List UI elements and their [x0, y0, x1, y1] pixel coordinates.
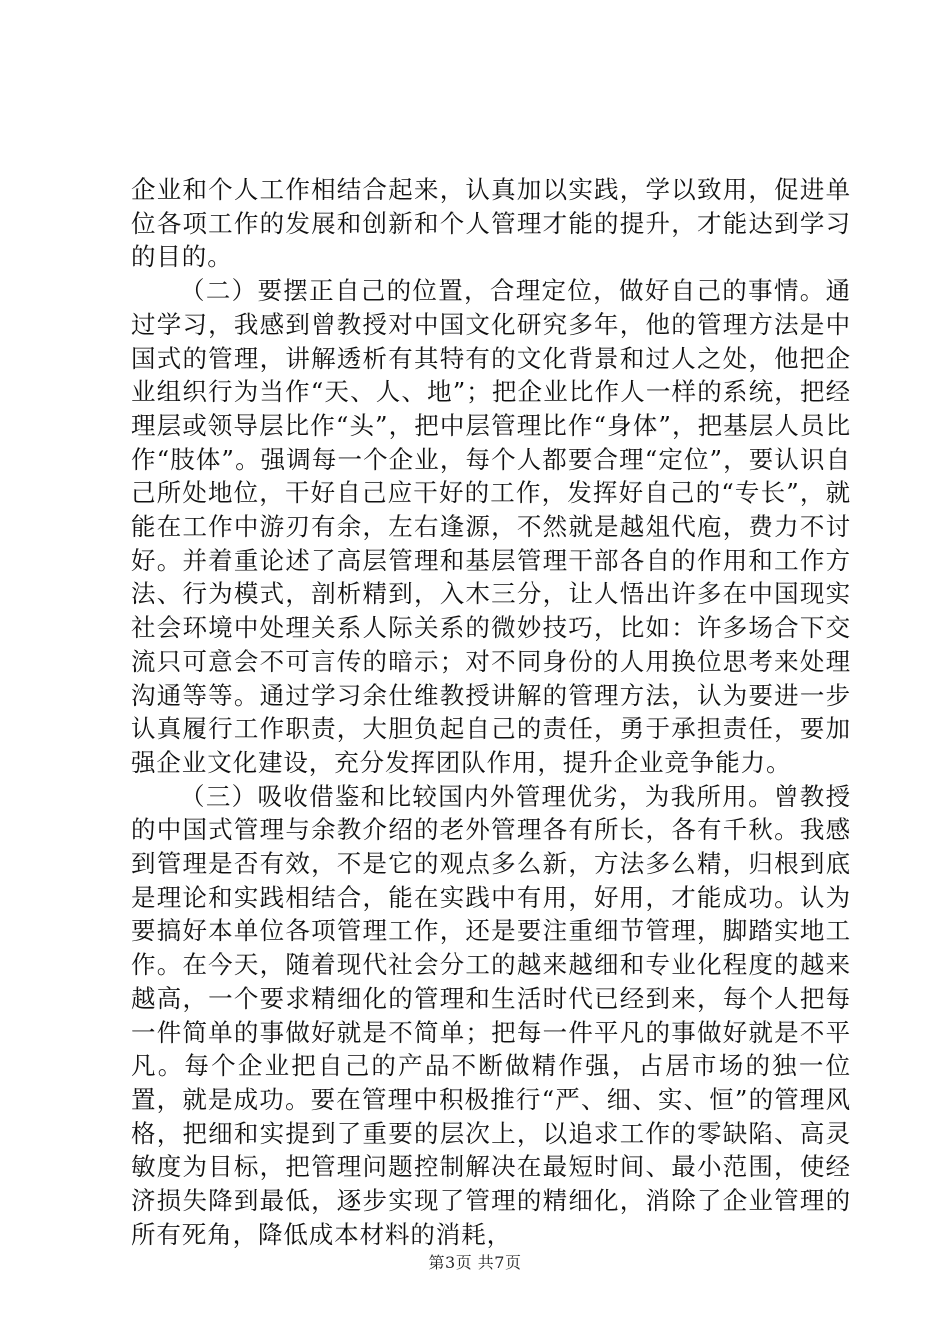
document-body [131, 173, 851, 1252]
paragraph-2: （二）要摆正自己的位置，合理定位，做好自己的事情。通过学习，我感到曾教授对中国文化研究多年，他的管理方法是中国式的管理，讲解透析有其特有的文化背景和过人之处，他把企业组织行为当作“天、人、地”；把企业比作人一样的系统，把经理层或领导层比作“头”，把中层管理比作“身体”，把基层人员比作“肢体”。强调每一个企业，每个人都要合理“定位”，要认识自己所处地位，干好自己应干好的工作，发挥好自己的“专长”，就能在工作中游刃有余，左右逢源，不然就是越俎代庖，费力不讨好。并着重论述了高层管理和基层管理干部各自的作用和工作方法、行为模式，剖析精到，入木三分，让人悟出许多在中国现实社会环境中处理关系人际关系的微妙技巧，比如：许多场合下交流只可意会不可言传的暗示；对不同身份的人用换位思考来处理沟通等等。通过学习余仕维教授讲解的管理方法，认为要进一步认真履行工作职责，大胆负起自己的责任，勇于承担责任，要加强企业文化建设，充分发挥团队作用，提升企业竞争能力。 [131, 276, 851, 777]
page-footer: 第3页 共7页 [428, 1253, 522, 1272]
paragraph-3: （三）吸收借鉴和比较国内外管理优劣，为我所用。曾教授的中国式管理与余教介绍的老外管理各有所长，各有千秋。我感到管理是否有效，不是它的观点多么新，方法多么精，归根到底是理论和实践相结合，能在实践中有用，好用，才能成功。认为要搞好本单位各项管理工作，还是要注重细节管理，脚踏实地工作。在今天，随着现代社会分工的越来越细和专业化程度的越来越高，一个要求精细化的管理和生活时代已经到来，每个人把每一件简单的事做好就是不简单；把每一件平凡的事做好就是不平凡。每个企业把自己的产品不断做精作强，占居市场的独一位置，就是成功。要在管理中积极推行“严、细、实、恒”的管理风格，把细和实提到了重要的层次上，以追求工作的零缺陷、高灵敏度为目标，把管理问题控制解决在最短时间、最小范围，使经济损失降到最低，逐步实现了管理的精细化，消除了企业管理的所有死角，降低成本材料的消耗， [131, 781, 851, 1249]
paragraph-1: 企业和个人工作相结合起来，认真加以实践，学以致用，促进单位各项工作的发展和创新和个人管理才能的提升，才能达到学习的目的。 [131, 175, 851, 272]
